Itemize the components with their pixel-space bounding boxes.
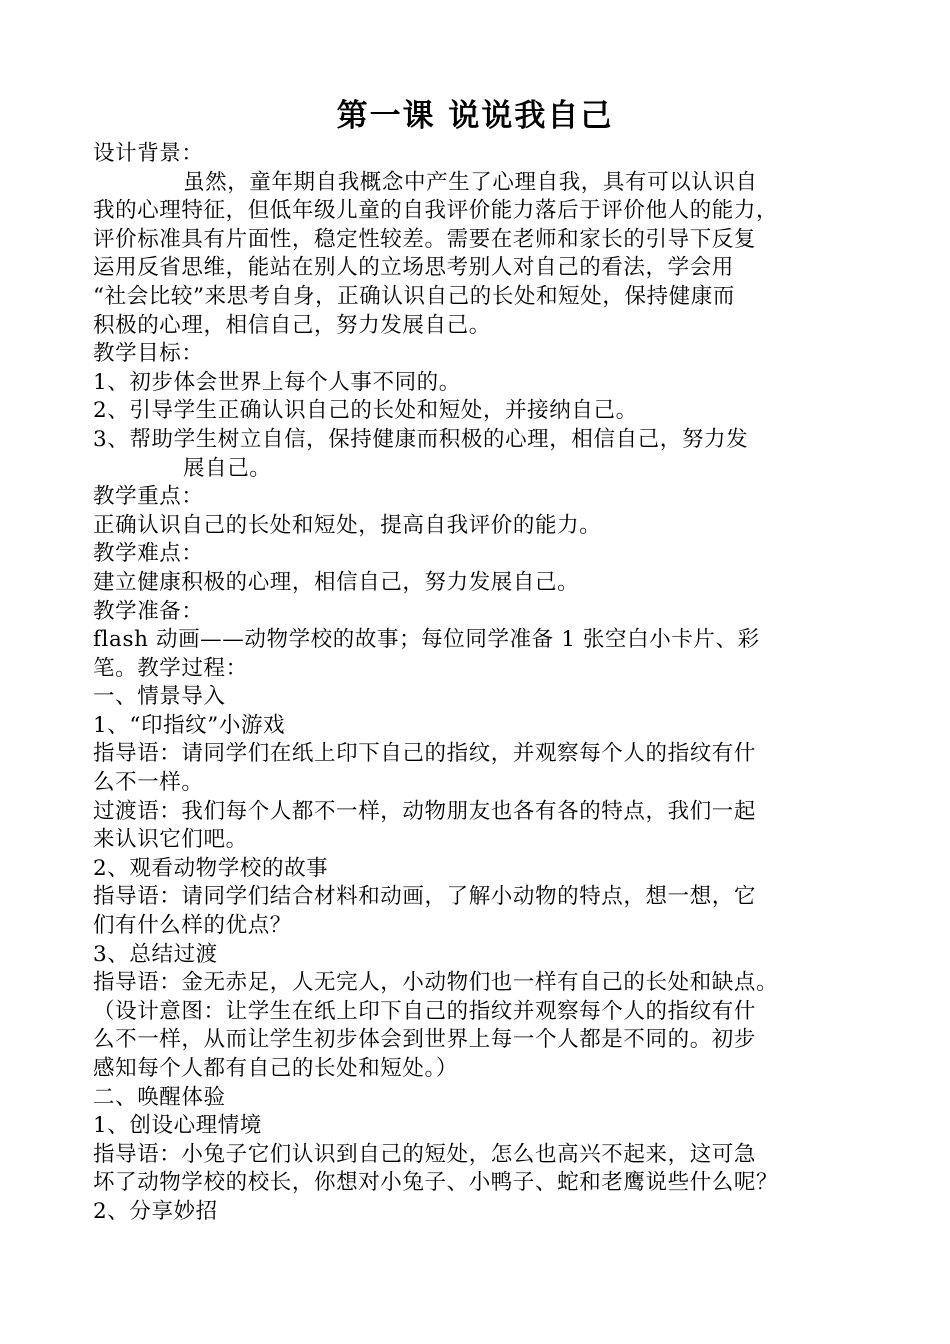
paragraph-line: 笔。教学过程： xyxy=(93,655,248,681)
section-heading-difficulties: 教学难点： xyxy=(93,541,204,567)
list-item: 2、引导学生正确认识自己的长处和短处，并接纳自己。 xyxy=(93,398,638,424)
page-title: 第一课 说说我自己 xyxy=(336,98,614,134)
list-item-continuation: 展自己。 xyxy=(183,455,272,481)
paragraph-line: 指导语：小兔子它们认识到自己的短处，怎么也高兴不起来，这可急 xyxy=(93,1141,757,1167)
list-item: 1、初步体会世界上每个人事不同的。 xyxy=(93,369,461,395)
paragraph-line: 坏了动物学校的校长，你想对小兔子、小鸭子、蛇和老鹰说些什么呢？ xyxy=(93,1170,779,1196)
list-item: 1、“印指纹”小游戏 xyxy=(93,712,286,738)
section-heading-experience: 二、唤醒体验 xyxy=(93,1084,226,1110)
section-heading-background: 设计背景： xyxy=(93,141,204,166)
paragraph-line: 们有什么样的优点？ xyxy=(93,913,292,939)
paragraph-line: 过渡语：我们每个人都不一样，动物朋友也各有各的特点，我们一起 xyxy=(93,798,757,824)
section-heading-goals: 教学目标： xyxy=(93,341,204,367)
paragraph-line: 指导语：金无赤足，人无完人，小动物们也一样有自己的长处和缺点。 xyxy=(93,970,779,996)
paragraph-line: 建立健康积极的心理，相信自己，努力发展自己。 xyxy=(93,569,580,595)
paragraph-line: 指导语：请同学们在纸上印下自己的指纹，并观察每个人的指纹有什 xyxy=(93,741,757,767)
paragraph-line: flash 动画——动物学校的故事；每位同学准备 1 张空白小卡片、彩 xyxy=(93,627,760,653)
paragraph-line: 感知每个人都有自己的长处和短处。） xyxy=(93,1056,458,1081)
paragraph-line: 来认识它们吧。 xyxy=(93,827,248,853)
section-heading-intro: 一、情景导入 xyxy=(93,684,226,710)
section-heading-key-points: 教学重点： xyxy=(93,484,204,510)
list-item: 2、分享妙招 xyxy=(93,1198,218,1224)
paragraph-line: “社会比较”来思考自身，正确认识自己的长处和短处，保持健康而 xyxy=(93,283,735,309)
document-body xyxy=(93,140,883,1227)
paragraph-line: 我的心理特征，但低年级儿童的自我评价能力落后于评价他人的能力， xyxy=(93,198,779,224)
list-item: 3、帮助学生树立自信，保持健康而积极的心理，相信自己，努力发 xyxy=(93,426,749,452)
paragraph-line: 正确认识自己的长处和短处，提高自我评价的能力。 xyxy=(93,512,602,538)
section-heading-preparation: 教学准备： xyxy=(93,598,204,624)
list-item: 2、观看动物学校的故事 xyxy=(93,855,329,881)
paragraph-line: 评价标准具有片面性，稳定性较差。需要在老师和家长的引导下反复 xyxy=(93,226,757,252)
paragraph-line: 指导语：请同学们结合材料和动画，了解小动物的特点，想一想，它 xyxy=(93,884,757,910)
list-item: 3、总结过渡 xyxy=(93,941,218,967)
paragraph-line: （设计意图：让学生在纸上印下自己的指纹并观察每个人的指纹有什 xyxy=(93,998,757,1024)
paragraph-line: 么不一样，从而让学生初步体会到世界上每一个人都是不同的。初步 xyxy=(93,1027,757,1053)
paragraph-line: 么不一样。 xyxy=(93,770,204,796)
paragraph-line: 积极的心理，相信自己，努力发展自己。 xyxy=(93,312,491,338)
paragraph-line: 运用反省思维，能站在别人的立场思考别人对自己的看法，学会用 xyxy=(93,255,734,281)
list-item: 1、创设心理情境 xyxy=(93,1113,262,1139)
paragraph-line: 虽然，童年期自我概念中产生了心理自我，具有可以认识自 xyxy=(183,169,758,195)
